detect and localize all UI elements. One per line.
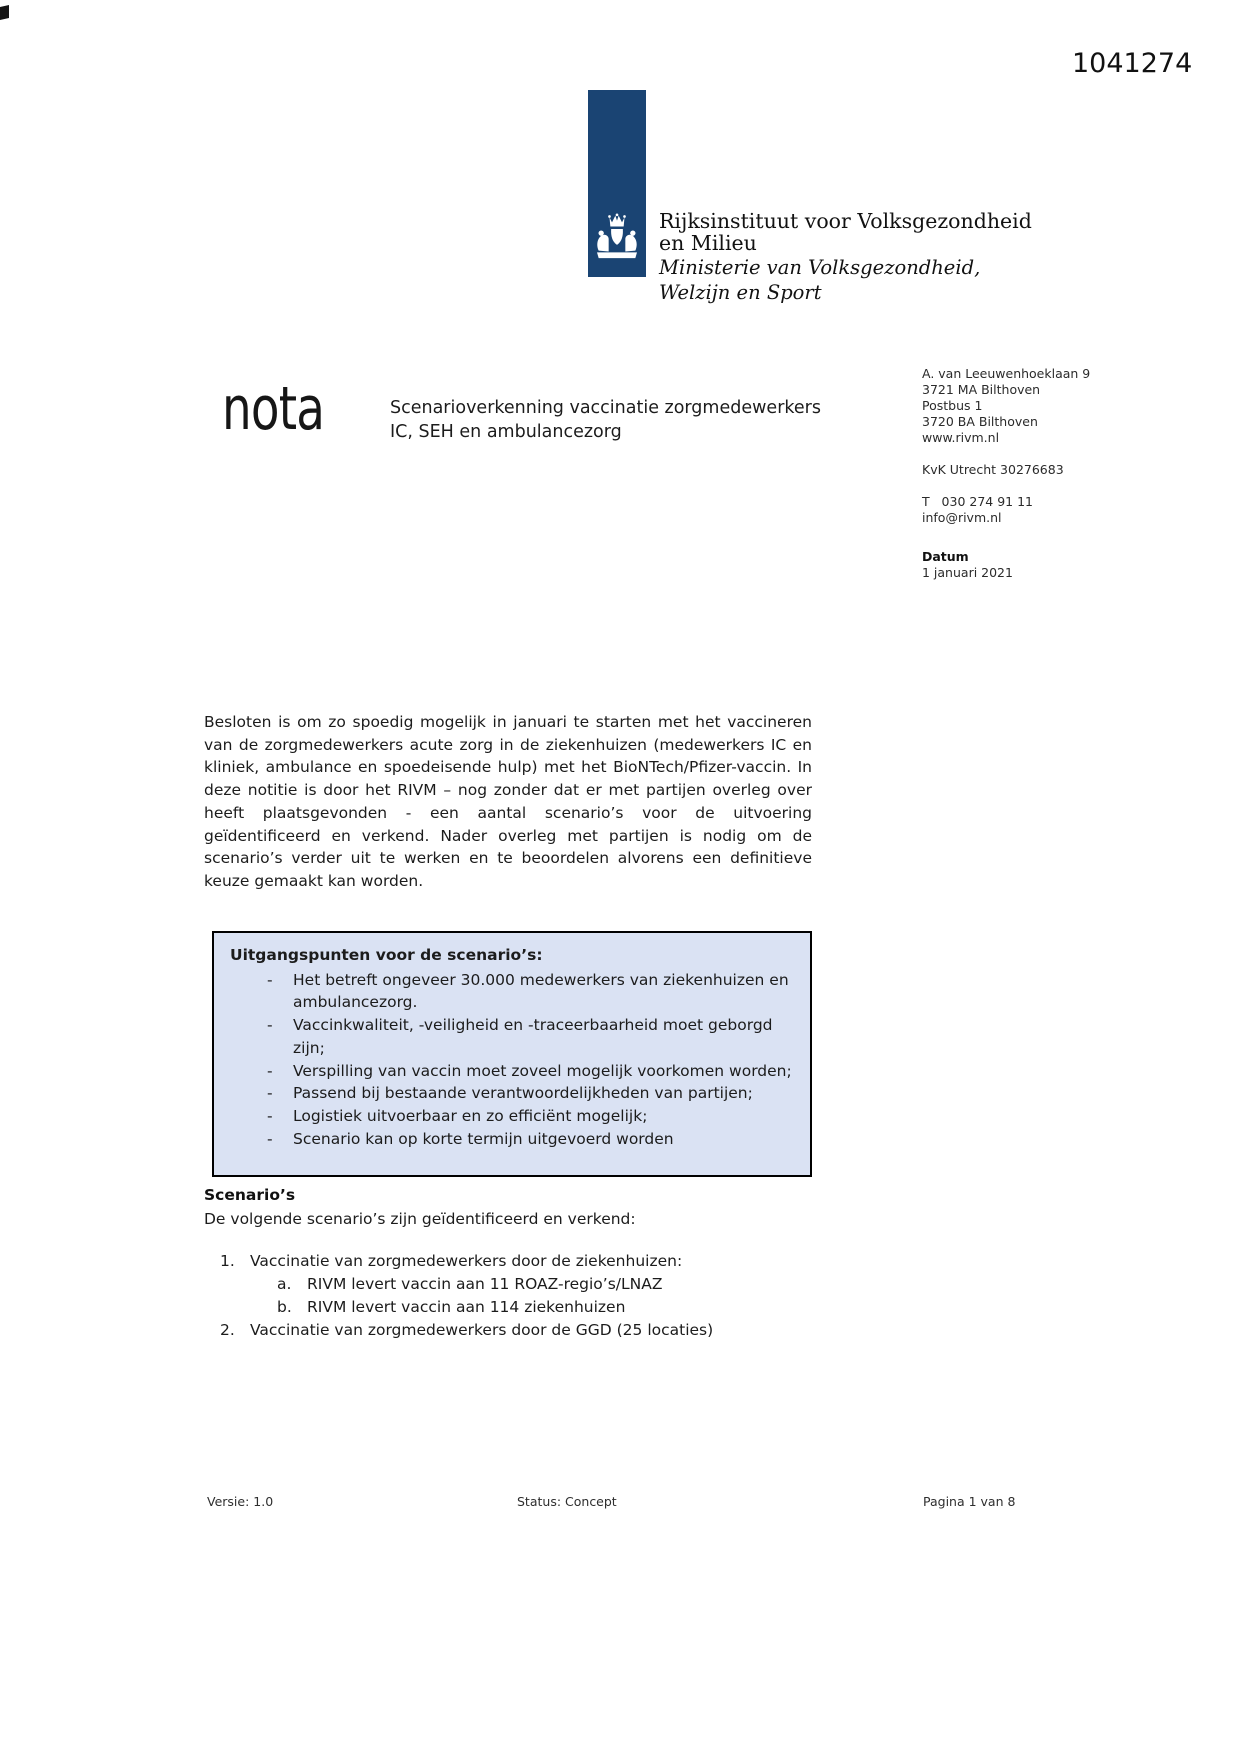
list-item-text: Vaccinatie van zorgmedewerkers door de GGD (25 locaties) — [250, 1321, 714, 1339]
scenarios-heading: Scenario’s — [204, 1186, 296, 1204]
list-item-text: RIVM levert vaccin aan 114 ziekenhuizen — [307, 1298, 626, 1316]
list-subitem — [204, 1273, 713, 1296]
footer-page-number: Pagina 1 van 8 — [923, 1494, 1016, 1509]
list-number: 1. — [220, 1252, 235, 1270]
scenarios-intro: De volgende scenario’s zijn geïdentificeerd en verkend: — [204, 1210, 636, 1228]
list-letter: b. — [277, 1298, 292, 1316]
ministry-line2: Welzijn en Sport — [659, 280, 822, 304]
list-item-text: Vaccinkwaliteit, -veiligheid en -traceerbaarheid moet geborgd zijn; — [293, 1016, 773, 1057]
bullet-marker: - — [267, 1106, 273, 1125]
principles-list — [230, 969, 796, 1151]
list-item — [230, 1014, 796, 1059]
bullet-marker: - — [267, 970, 273, 989]
list-item-text: RIVM levert vaccin aan 11 ROAZ-regio’s/LNAZ — [307, 1275, 663, 1293]
address-line: 3721 MA Bilthoven — [922, 382, 1041, 397]
address-line: A. van Leeuwenhoeklaan 9 — [922, 366, 1091, 381]
document-number: 1041274 — [1072, 48, 1193, 79]
footer-version: Versie: 1.0 — [207, 1494, 274, 1509]
website-link: www.rivm.nl — [922, 430, 1000, 445]
subject-line1: Scenarioverkenning vaccinatie zorgmedewerkers — [390, 398, 821, 418]
address-line: Postbus 1 — [922, 398, 983, 413]
email-line: info@rivm.nl — [922, 510, 1002, 525]
list-item — [230, 1060, 796, 1083]
subject-title — [390, 396, 821, 444]
contact-block — [922, 366, 1090, 581]
list-item — [230, 969, 796, 1014]
rijksoverheid-logo-bar — [588, 90, 646, 277]
kvk-line: KvK Utrecht 30276683 — [922, 462, 1064, 477]
ministry-line1: Ministerie van Volksgezondheid, — [659, 256, 981, 279]
org-name-line1: Rijksinstituut voor Volksgezondheid — [659, 209, 1032, 233]
list-item — [230, 1082, 796, 1105]
bullet-marker: - — [267, 1129, 273, 1148]
list-item — [204, 1250, 713, 1273]
principles-box — [212, 931, 812, 1177]
date-label: Datum — [922, 549, 969, 564]
doc-type-title: nota — [222, 374, 325, 444]
list-item — [204, 1319, 713, 1342]
list-item-text: Scenario kan op korte termijn uitgevoerd worden — [293, 1129, 674, 1148]
logo-wordmark — [659, 210, 1032, 303]
scenarios-list — [204, 1250, 713, 1342]
list-item — [230, 1105, 796, 1128]
list-item-text: Vaccinatie van zorgmedewerkers door de ziekenhuizen: — [250, 1252, 683, 1270]
coat-of-arms-icon — [592, 210, 642, 268]
list-number: 2. — [220, 1321, 235, 1339]
bullet-marker: - — [267, 1084, 273, 1103]
scan-artifact — [0, 5, 9, 20]
principles-title: Uitgangspunten voor de scenario’s: — [230, 946, 543, 964]
date-value: 1 januari 2021 — [922, 565, 1013, 580]
subject-line2: IC, SEH en ambulancezorg — [390, 422, 622, 442]
address-line: 3720 BA Bilthoven — [922, 414, 1038, 429]
intro-paragraph: Besloten is om zo spoedig mogelijk in januari te starten met het vaccineren van de zorgmedewerkers acute zorg in de ziekenhuizen (medewerkers IC en kliniek, ambulance en spoedeisende hulp) met het BioNTech/Pfizer-vaccin. In deze notitie is door het RIVM – nog zonder dat er met partijen overleg over heeft plaatsgevonden - een aantal scenario’s voor de uitvoering geïdentificeerd en verkend. Nader overleg met partijen is nodig om de scenario’s verder uit te werken en te beoordelen alvorens een definitieve keuze gemaakt kan worden. — [204, 713, 812, 890]
footer-status: Status: Concept — [517, 1494, 617, 1509]
bullet-marker: - — [267, 1016, 273, 1035]
list-item-text: Logistiek uitvoerbaar en zo efficiënt mogelijk; — [293, 1106, 648, 1125]
list-subitem — [204, 1296, 713, 1319]
list-item-text: Het betreft ongeveer 30.000 medewerkers van ziekenhuizen en ambulancezorg. — [293, 970, 789, 1012]
org-name-line2: en Milieu — [659, 231, 757, 255]
phone-line: T 030 274 91 11 — [922, 494, 1034, 509]
bullet-marker: - — [267, 1061, 273, 1080]
list-item-text: Passend bij bestaande verantwoordelijkheden van partijen; — [293, 1084, 753, 1103]
list-item-text: Verspilling van vaccin moet zoveel mogelijk voorkomen worden; — [293, 1061, 792, 1080]
list-letter: a. — [277, 1275, 292, 1293]
list-item — [230, 1128, 796, 1151]
